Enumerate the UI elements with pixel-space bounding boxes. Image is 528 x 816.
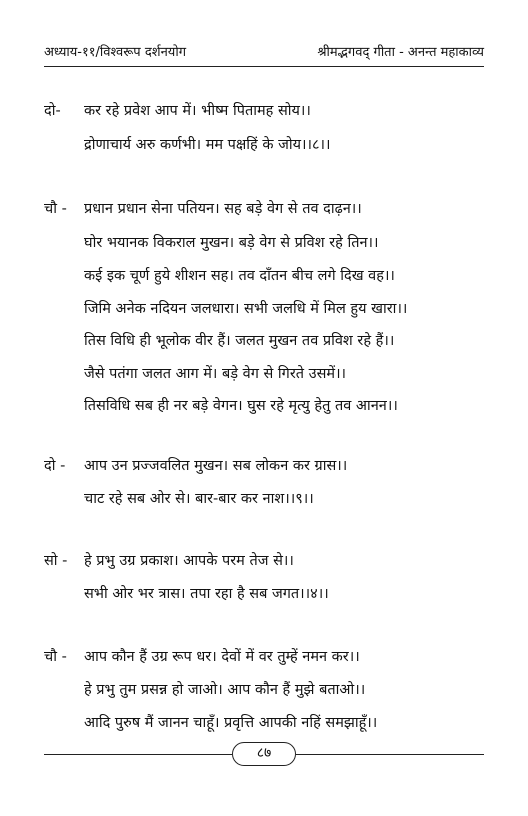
verse-line: जैसे पतंगा जलत आग में। बड़े वेग से गिरते उसमें।। (84, 366, 347, 382)
verse-line: कर रहे प्रवेश आप में। भीष्म पितामह सोय।। (84, 103, 311, 119)
verse-line: कई इक चूर्ण हुये शीशन सह। तव दाँतन बीच लगे दिख वह।। (84, 268, 395, 284)
verse-line: आदि पुरुष मैं जानन चाहूँ। प्रवृत्ति आपकी नहिं समझाहूँ।। (84, 715, 378, 731)
verse-line: हे प्रभु तुम प्रसन्न हो जाओ। आप कौन हैं मुझे बताओ।। (84, 682, 366, 698)
footer-divider-left (44, 754, 232, 755)
stanza-label: चौ - (44, 649, 67, 665)
verse-line: हे प्रभु उग्र प्रकाश। आपके परम तेज से।। (84, 553, 294, 569)
stanza-label: दो - (44, 458, 66, 474)
verse-line: आप उन प्रज्जवलित मुखन। सब लोकन कर ग्रास।। (84, 458, 348, 474)
book-title: श्रीमद्भगवद् गीता - अनन्त महाकाव्य (317, 45, 484, 60)
stanza-label: चौ - (44, 201, 67, 217)
verse-line: आप कौन हैं उग्र रूप धर। देवों में वर तुम्हें नमन कर।। (84, 649, 360, 665)
verse-line: सभी ओर भर त्रास। तपा रहा है सब जगत।।४।। (84, 586, 329, 602)
stanza-label: दो- (44, 103, 61, 119)
verse-line: तिस विधि ही भूलोक वीर हैं। जलत मुखन तव प्रविश रहे हैं।। (84, 333, 395, 349)
header-divider (44, 66, 484, 67)
page-number-badge: ८७ (232, 742, 296, 766)
verse-line: घोर भयानक विकराल मुखन। बड़े वेग से प्रविश रहे तिन।। (84, 235, 379, 251)
footer-divider-right (296, 754, 484, 755)
verse-line: तिसविधि सब ही नर बड़े वेगन। घुस रहे मृत्यु हेतु तव आनन।। (84, 398, 398, 414)
verse-line: द्रोणाचार्य अरु कर्णभी। मम पक्षहिं के जोय।।८।। (84, 137, 331, 153)
verse-line: चाट रहे सब ओर से। बार-बार कर नाश।।९।। (84, 491, 314, 507)
verse-line: प्रधान प्रधान सेना पतियन। सह बड़े वेग से तव दाढ़न।। (84, 201, 362, 217)
verse-line: जिमि अनेक नदियन जलधारा। सभी जलधि में मिल हुय खारा।। (84, 301, 408, 317)
chapter-title: अध्याय-११/विश्वरूप दर्शनयोग (44, 45, 187, 60)
stanza-label: सो - (44, 553, 68, 569)
